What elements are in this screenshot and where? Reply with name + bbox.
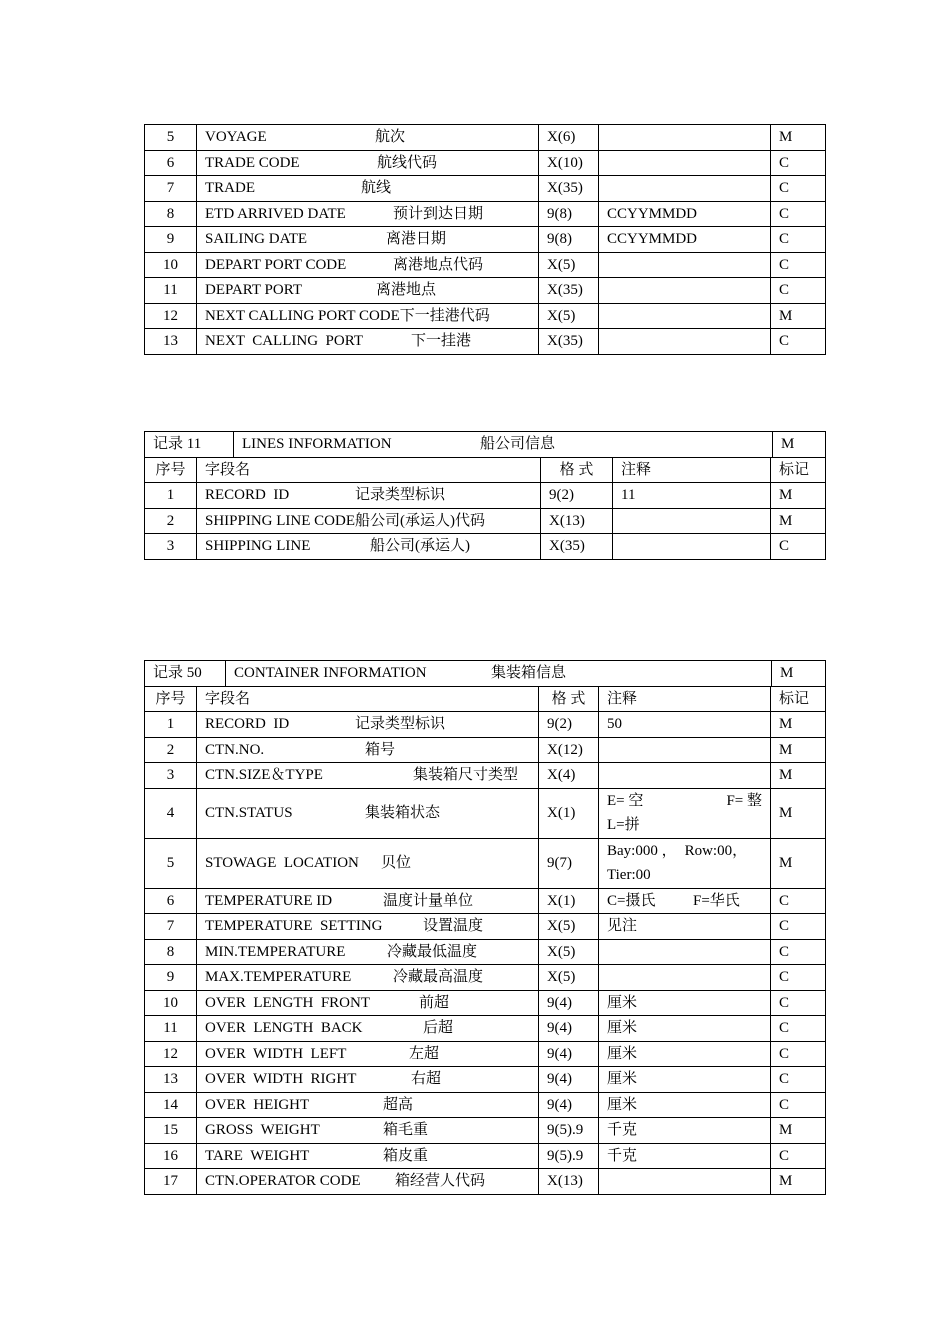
field-name-en: NEXT CALLING PORT bbox=[205, 333, 363, 350]
record-title bbox=[234, 432, 772, 457]
field-name-en: ETD ARRIVED DATE bbox=[205, 205, 346, 222]
table-row bbox=[145, 1143, 826, 1169]
field-name-en: SHIPPING LINE CODE bbox=[205, 512, 355, 529]
table-body bbox=[145, 483, 826, 560]
field-flag: C bbox=[771, 176, 826, 202]
row-number: 7 bbox=[145, 914, 197, 940]
field-name-en: TRADE CODE bbox=[205, 154, 300, 171]
table-row bbox=[145, 252, 826, 278]
field-flag: C bbox=[771, 914, 826, 940]
row-number: 2 bbox=[145, 737, 197, 763]
field-flag: C bbox=[771, 534, 826, 560]
table-row bbox=[145, 888, 826, 914]
field-name bbox=[197, 278, 539, 304]
field-name-zh: 航线代码 bbox=[377, 154, 438, 171]
field-name-en: OVER WIDTH RIGHT bbox=[205, 1071, 357, 1088]
row-number: 10 bbox=[145, 252, 197, 278]
field-note bbox=[599, 252, 771, 278]
field-note bbox=[599, 1169, 771, 1195]
field-name bbox=[197, 1118, 539, 1144]
field-name bbox=[197, 1016, 539, 1042]
note-line bbox=[607, 813, 762, 837]
row-number: 2 bbox=[145, 508, 197, 534]
field-note: CCYYMMDD bbox=[599, 201, 771, 227]
field-name-en: TARE WEIGHT bbox=[205, 1147, 310, 1164]
field-format: X(6) bbox=[539, 125, 599, 151]
field-name-en: CTN.STATUS bbox=[205, 805, 293, 821]
field-format: 9(4) bbox=[539, 990, 599, 1016]
field-note bbox=[599, 939, 771, 965]
field-name-zh: 超高 bbox=[383, 1096, 414, 1113]
field-name-en: RECORD ID bbox=[205, 487, 290, 504]
field-format: X(4) bbox=[539, 763, 599, 789]
table-row bbox=[145, 278, 826, 304]
table-row bbox=[145, 1118, 826, 1144]
field-name-en: MIN.TEMPERATURE bbox=[205, 943, 346, 960]
field-flag: M bbox=[771, 838, 826, 888]
record-title-zh: 船公司信息 bbox=[480, 436, 556, 452]
table-row bbox=[145, 939, 826, 965]
field-name-zh: 前超 bbox=[419, 994, 450, 1011]
field-name-zh: 离港地点代码 bbox=[393, 256, 484, 273]
field-flag: M bbox=[771, 763, 826, 789]
note-part-a: E= 空 bbox=[607, 793, 644, 809]
field-flag: C bbox=[771, 939, 826, 965]
field-name-en: TEMPERATURE ID bbox=[205, 892, 333, 909]
field-flag: C bbox=[771, 1016, 826, 1042]
header-flag: 标记 bbox=[771, 686, 826, 712]
field-name bbox=[197, 914, 539, 940]
field-name bbox=[197, 1143, 539, 1169]
field-format: X(35) bbox=[539, 329, 599, 355]
field-format: X(1) bbox=[539, 788, 599, 838]
table-row bbox=[145, 990, 826, 1016]
header-no: 序号 bbox=[145, 686, 197, 712]
field-flag: C bbox=[771, 1041, 826, 1067]
field-format: 9(4) bbox=[539, 1067, 599, 1093]
field-name bbox=[197, 534, 541, 560]
field-name-zh: 集装箱尺寸类型 bbox=[413, 767, 519, 784]
field-note: CCYYMMDD bbox=[599, 227, 771, 253]
row-number: 7 bbox=[145, 176, 197, 202]
field-name bbox=[197, 939, 539, 965]
field-flag: C bbox=[771, 252, 826, 278]
header-format: 格 式 bbox=[539, 686, 599, 712]
field-name-zh: 左超 bbox=[409, 1045, 440, 1062]
field-note: 厘米 bbox=[599, 990, 771, 1016]
field-name-en: RECORD ID bbox=[205, 716, 290, 733]
field-format: X(13) bbox=[539, 1169, 599, 1195]
field-note bbox=[599, 150, 771, 176]
record-flag: M bbox=[772, 432, 825, 457]
row-number: 4 bbox=[145, 788, 197, 838]
row-number: 15 bbox=[145, 1118, 197, 1144]
row-number: 11 bbox=[145, 278, 197, 304]
table-row bbox=[145, 303, 826, 329]
field-format: 9(5).9 bbox=[539, 1118, 599, 1144]
row-number: 5 bbox=[145, 838, 197, 888]
field-format: X(35) bbox=[539, 278, 599, 304]
row-number: 5 bbox=[145, 125, 197, 151]
lines-information-table bbox=[144, 431, 826, 560]
field-format: 9(7) bbox=[539, 838, 599, 888]
field-format: X(35) bbox=[539, 176, 599, 202]
field-name bbox=[197, 303, 539, 329]
field-name bbox=[197, 508, 541, 534]
table-row bbox=[145, 329, 826, 355]
field-name bbox=[197, 125, 539, 151]
table-row bbox=[145, 150, 826, 176]
field-note bbox=[599, 303, 771, 329]
field-name-en: DEPART PORT bbox=[205, 282, 302, 299]
field-flag: M bbox=[771, 737, 826, 763]
record-id: 记录 11 bbox=[145, 432, 234, 457]
header-no: 序号 bbox=[145, 457, 197, 483]
record-title-zh: 集装箱信息 bbox=[491, 665, 567, 681]
table-row bbox=[145, 201, 826, 227]
table-body bbox=[145, 125, 826, 355]
record-header-row bbox=[145, 432, 826, 458]
record-title-en: LINES INFORMATION bbox=[242, 436, 392, 452]
field-format: X(5) bbox=[539, 939, 599, 965]
header-note: 注释 bbox=[599, 686, 771, 712]
field-name-zh: 右超 bbox=[411, 1071, 442, 1088]
table-row bbox=[145, 1169, 826, 1195]
field-format: 9(8) bbox=[539, 227, 599, 253]
field-flag: M bbox=[771, 483, 826, 509]
container-information-table bbox=[144, 660, 826, 1195]
field-name-zh: 温度计量单位 bbox=[383, 892, 474, 909]
field-note bbox=[599, 125, 771, 151]
field-name-en: VOYAGE bbox=[205, 129, 267, 146]
column-header-row bbox=[145, 457, 826, 483]
header-field: 字段名 bbox=[197, 457, 541, 483]
row-number: 1 bbox=[145, 483, 197, 509]
field-name-en: GROSS WEIGHT bbox=[205, 1122, 320, 1139]
field-flag: C bbox=[771, 150, 826, 176]
row-number: 8 bbox=[145, 939, 197, 965]
field-name-zh: 集装箱状态 bbox=[365, 805, 441, 821]
field-name-zh: 离港日期 bbox=[386, 231, 447, 248]
row-number: 10 bbox=[145, 990, 197, 1016]
note-part-c: L=拼 bbox=[607, 817, 640, 833]
field-note bbox=[599, 737, 771, 763]
field-note bbox=[599, 788, 771, 838]
field-name-zh: 箱毛重 bbox=[383, 1122, 429, 1139]
row-number: 12 bbox=[145, 303, 197, 329]
field-name bbox=[197, 888, 539, 914]
note-part-a: C=摄氏 bbox=[607, 892, 656, 909]
table-row bbox=[145, 838, 826, 888]
field-format: 9(2) bbox=[539, 712, 599, 738]
row-number: 12 bbox=[145, 1041, 197, 1067]
field-name bbox=[197, 712, 539, 738]
table-row bbox=[145, 737, 826, 763]
field-note: 厘米 bbox=[599, 1041, 771, 1067]
field-name-en: SAILING DATE bbox=[205, 231, 308, 248]
field-format: 9(8) bbox=[539, 201, 599, 227]
field-name-en: CTN.OPERATOR CODE bbox=[205, 1173, 361, 1190]
field-format: 9(4) bbox=[539, 1092, 599, 1118]
voyage-fields-table bbox=[144, 124, 826, 355]
field-note bbox=[599, 329, 771, 355]
field-format: 9(5).9 bbox=[539, 1143, 599, 1169]
row-number: 3 bbox=[145, 763, 197, 789]
table-row bbox=[145, 1092, 826, 1118]
row-number: 6 bbox=[145, 150, 197, 176]
field-name bbox=[197, 788, 539, 838]
field-name bbox=[197, 838, 539, 888]
field-format: X(5) bbox=[539, 914, 599, 940]
field-name-zh: 箱皮重 bbox=[383, 1147, 429, 1164]
field-note: 厘米 bbox=[599, 1016, 771, 1042]
field-name-zh: 航线 bbox=[361, 180, 392, 197]
row-number: 17 bbox=[145, 1169, 197, 1195]
table-row bbox=[145, 483, 826, 509]
field-flag: C bbox=[771, 888, 826, 914]
field-flag: C bbox=[771, 990, 826, 1016]
field-note: 厘米 bbox=[599, 1067, 771, 1093]
field-note bbox=[599, 888, 771, 914]
row-number: 6 bbox=[145, 888, 197, 914]
field-note: 11 bbox=[613, 483, 771, 509]
record-title-en: CONTAINER INFORMATION bbox=[234, 665, 427, 681]
record-flag: M bbox=[771, 661, 825, 686]
field-note bbox=[599, 965, 771, 991]
field-note bbox=[599, 838, 771, 888]
field-format: X(5) bbox=[539, 303, 599, 329]
record-title bbox=[226, 661, 771, 686]
table-row bbox=[145, 914, 826, 940]
field-note: 千克 bbox=[599, 1118, 771, 1144]
field-name-zh: 船公司(承运人)代码 bbox=[355, 512, 485, 529]
field-format: 9(2) bbox=[541, 483, 613, 509]
field-note: 50 bbox=[599, 712, 771, 738]
field-flag: M bbox=[771, 1169, 826, 1195]
header-format: 格 式 bbox=[541, 457, 613, 483]
field-note: 厘米 bbox=[599, 1092, 771, 1118]
field-name-zh: 船公司(承运人) bbox=[370, 538, 470, 555]
field-flag: C bbox=[771, 201, 826, 227]
field-name-en: OVER HEIGHT bbox=[205, 1096, 310, 1113]
field-format: X(5) bbox=[539, 965, 599, 991]
table-row bbox=[145, 227, 826, 253]
field-name-en: SHIPPING LINE bbox=[205, 538, 311, 555]
field-name-zh: 设置温度 bbox=[423, 918, 484, 935]
table-row bbox=[145, 712, 826, 738]
field-format: X(10) bbox=[539, 150, 599, 176]
field-flag: M bbox=[771, 712, 826, 738]
field-name bbox=[197, 737, 539, 763]
table-row bbox=[145, 176, 826, 202]
field-name-zh: 贝位 bbox=[381, 855, 412, 871]
field-name-zh: 离港地点 bbox=[376, 282, 437, 299]
field-name-zh: 箱号 bbox=[365, 741, 396, 758]
table-row bbox=[145, 1067, 826, 1093]
field-flag: M bbox=[771, 125, 826, 151]
field-name bbox=[197, 1041, 539, 1067]
field-note bbox=[613, 534, 771, 560]
field-name bbox=[197, 1067, 539, 1093]
note-line bbox=[607, 839, 762, 863]
field-name-en: OVER WIDTH LEFT bbox=[205, 1045, 347, 1062]
note-part-c: Tier:00 bbox=[607, 867, 651, 883]
note-part-b: Row:00， bbox=[684, 843, 748, 859]
field-flag: C bbox=[771, 329, 826, 355]
header-flag: 标记 bbox=[771, 457, 826, 483]
row-number: 3 bbox=[145, 534, 197, 560]
field-name-zh: 下一挂港代码 bbox=[399, 307, 490, 324]
field-format: X(12) bbox=[539, 737, 599, 763]
field-name-zh: 记录类型标识 bbox=[355, 716, 446, 733]
field-name-en: DEPART PORT CODE bbox=[205, 256, 347, 273]
table-row bbox=[145, 788, 826, 838]
row-number: 9 bbox=[145, 227, 197, 253]
row-number: 16 bbox=[145, 1143, 197, 1169]
row-number: 13 bbox=[145, 329, 197, 355]
note-line bbox=[607, 789, 762, 813]
field-name bbox=[197, 227, 539, 253]
field-name bbox=[197, 150, 539, 176]
field-format: X(35) bbox=[541, 534, 613, 560]
field-name-zh: 下一挂港 bbox=[411, 333, 472, 350]
table-row bbox=[145, 508, 826, 534]
field-flag: C bbox=[771, 1092, 826, 1118]
field-note: 千克 bbox=[599, 1143, 771, 1169]
field-name-zh: 箱经营人代码 bbox=[395, 1173, 486, 1190]
row-number: 11 bbox=[145, 1016, 197, 1042]
table-row bbox=[145, 534, 826, 560]
field-flag: C bbox=[771, 1143, 826, 1169]
field-name bbox=[197, 252, 539, 278]
field-note bbox=[599, 176, 771, 202]
field-name-zh: 记录类型标识 bbox=[355, 487, 446, 504]
field-flag: M bbox=[771, 508, 826, 534]
field-name-zh: 冷藏最高温度 bbox=[393, 969, 484, 986]
row-number: 1 bbox=[145, 712, 197, 738]
field-name-en: TRADE bbox=[205, 180, 255, 197]
field-name-en: NEXT CALLING PORT CODE bbox=[205, 307, 400, 324]
field-flag: C bbox=[771, 1067, 826, 1093]
field-name bbox=[197, 965, 539, 991]
note-part-b: F= 整 bbox=[726, 793, 762, 809]
field-note bbox=[599, 278, 771, 304]
field-flag: C bbox=[771, 227, 826, 253]
field-format: X(13) bbox=[541, 508, 613, 534]
field-name bbox=[197, 763, 539, 789]
field-name bbox=[197, 176, 539, 202]
field-name-en: MAX.TEMPERATURE bbox=[205, 969, 352, 986]
column-header-row bbox=[145, 686, 826, 712]
field-name bbox=[197, 1169, 539, 1195]
field-name-zh: 冷藏最低温度 bbox=[387, 943, 478, 960]
row-number: 14 bbox=[145, 1092, 197, 1118]
header-note: 注释 bbox=[613, 457, 771, 483]
field-name bbox=[197, 483, 541, 509]
field-note bbox=[599, 763, 771, 789]
table-row bbox=[145, 125, 826, 151]
row-number: 8 bbox=[145, 201, 197, 227]
note-line bbox=[607, 863, 762, 887]
header-field: 字段名 bbox=[197, 686, 539, 712]
note-part-b: F=华氏 bbox=[693, 892, 740, 909]
field-name-zh: 航次 bbox=[375, 129, 406, 146]
table-row bbox=[145, 1016, 826, 1042]
field-note: 见注 bbox=[599, 914, 771, 940]
field-name bbox=[197, 201, 539, 227]
field-flag: C bbox=[771, 278, 826, 304]
field-format: X(5) bbox=[539, 252, 599, 278]
field-flag: M bbox=[771, 788, 826, 838]
table-body bbox=[145, 712, 826, 1195]
field-note bbox=[613, 508, 771, 534]
field-format: 9(4) bbox=[539, 1016, 599, 1042]
table-row bbox=[145, 1041, 826, 1067]
field-name bbox=[197, 329, 539, 355]
field-name-en: CTN.SIZE＆TYPE bbox=[205, 767, 323, 784]
row-number: 13 bbox=[145, 1067, 197, 1093]
field-format: X(1) bbox=[539, 888, 599, 914]
table-row bbox=[145, 763, 826, 789]
field-name-en: CTN.NO. bbox=[205, 741, 265, 758]
row-number: 9 bbox=[145, 965, 197, 991]
record-id: 记录 50 bbox=[145, 661, 226, 686]
field-name-en: STOWAGE LOCATION bbox=[205, 855, 359, 871]
field-name-en: OVER LENGTH BACK bbox=[205, 1020, 363, 1037]
field-flag: M bbox=[771, 1118, 826, 1144]
field-flag: M bbox=[771, 303, 826, 329]
field-name-zh: 后超 bbox=[423, 1020, 454, 1037]
field-name-en: OVER LENGTH FRONT bbox=[205, 994, 370, 1011]
field-format: 9(4) bbox=[539, 1041, 599, 1067]
field-flag: C bbox=[771, 965, 826, 991]
field-name bbox=[197, 990, 539, 1016]
field-name-zh: 预计到达日期 bbox=[393, 205, 484, 222]
field-name bbox=[197, 1092, 539, 1118]
record-header-row bbox=[145, 661, 826, 687]
field-name-en: TEMPERATURE SETTING bbox=[205, 918, 383, 935]
note-part-a: Bay:000 ， bbox=[607, 843, 677, 859]
table-row bbox=[145, 965, 826, 991]
